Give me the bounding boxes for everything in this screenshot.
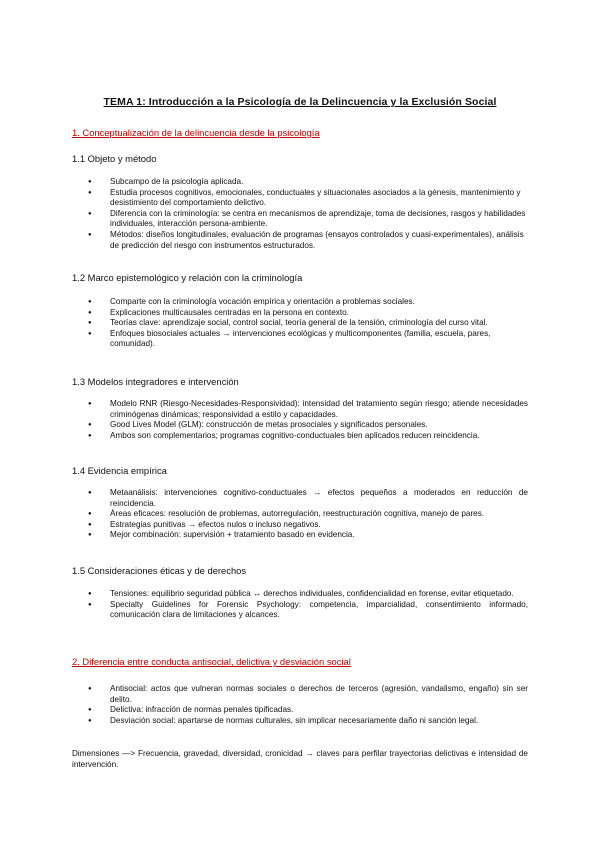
list-item: ● Metaanálisis: intervenciones cognitivo-conductuales → efectos pequeños a moderados en reducción de reincidencia. [72, 488, 528, 509]
list-item: ● Estudia procesos cognitivos, emocionales, conductuales y situacionales asociados a la génesis, mantenimiento y desistimiento del comportamiento delictivo. [72, 188, 528, 209]
list-item: ● Good Lives Model (GLM): construcción de metas prosociales y significados personales. [72, 420, 528, 431]
list-item: ● Estrategias punitivas → efectos nulos o incluso negativos. [72, 520, 528, 531]
list-item: ● Specialty Guidelines for Forensic Psychology: competencia, imparcialidad, consentimiento informado, comunicación clara de limitaciones y alcances. [72, 600, 528, 621]
list-item: ● Enfoques biosociales actuales → intervenciones ecológicas y multicomponentes (familia, escuela, pares, comunidad). [72, 329, 528, 350]
section-2-heading: 2. Diferencia entre conducta antisocial, delictiva y desviación social [72, 656, 351, 667]
list-item: ● Diferencia con la criminología: se centra en mecanismos de aprendizaje, toma de decisiones, rasgos y habilidades individuales, interacción persona-ambiente. [72, 209, 528, 230]
section-2-list [72, 684, 528, 726]
list-item: ● Mejor combinación: supervisión + tratamiento basado en evidencia. [72, 530, 528, 541]
subsection-1-1-heading: 1.1 Objeto y método [72, 153, 157, 164]
list-item: ● Desviación social: apartarse de normas culturales, sin implicar necesariamente daño ni sanción legal. [72, 716, 528, 727]
list-item: ● Delictiva: infracción de normas penales tipificadas. [72, 705, 528, 716]
subsection-1-1-list [72, 177, 528, 251]
list-item: ● Áreas eficaces: resolución de problemas, autorregulación, reestructuración cognitiva, manejo de pares. [72, 509, 528, 520]
subsection-1-4-heading: 1.4 Evidencia empírica [72, 465, 167, 476]
section-1-heading: 1. Conceptualización de la delincuencia desde la psicología [72, 127, 320, 138]
list-item: ● Explicaciones multicausales centradas en la persona en contexto. [72, 308, 528, 319]
list-item: ● Modelo RNR (Riesgo-Necesidades-Responsividad): intensidad del tratamiento según riesgo; atiende necesidades criminógenas dinámicas; responsividad a estilo y capacidades. [72, 399, 528, 420]
list-item: ● Ambos son complementarios; programas cognitivo-conductuales bien aplicados reducen reincidencia. [72, 431, 528, 442]
subsection-1-2-list [72, 297, 528, 350]
subsection-1-3-heading: 1.3 Modelos integradores e intervención [72, 376, 239, 387]
dimensions-paragraph: Dimensiones —> Frecuencia, gravedad, diversidad, cronicidad → claves para perfilar trayectorias delictivas e intensidad de intervención. [72, 749, 528, 769]
subsection-1-2-heading: 1.2 Marco epistemológico y relación con la criminología [72, 272, 303, 283]
list-item: ● Métodos: diseños longitudinales, evaluación de programas (ensayos controlados y cuasi-experimentales), análisis de predicción del riesgo con instrumentos estructurados. [72, 230, 528, 251]
list-item: ● Teorías clave: aprendizaje social, control social, teoría general de la tensión, criminología del curso vital. [72, 318, 528, 329]
list-item: ● Antisocial: actos que vulneran normas sociales o derechos de terceros (agresión, vandalismo, engaño) sin ser delito. [72, 684, 528, 705]
list-item: ● Tensiones: equilibrio seguridad pública ↔ derechos individuales, confidencialidad en forense, evitar etiquetado. [72, 589, 528, 600]
document-title: TEMA 1: Introducción a la Psicología de la Delincuencia y la Exclusión Social [103, 96, 497, 108]
subsection-1-5-heading: 1.5 Consideraciones éticas y de derechos [72, 565, 247, 576]
list-item: ● Subcampo de la psicología aplicada. [72, 177, 528, 188]
subsection-1-3-list [72, 399, 528, 441]
list-item: ● Comparte con la criminología vocación empírica y orientación a problemas sociales. [72, 297, 528, 308]
subsection-1-4-list [72, 488, 528, 541]
subsection-1-5-list [72, 589, 528, 621]
